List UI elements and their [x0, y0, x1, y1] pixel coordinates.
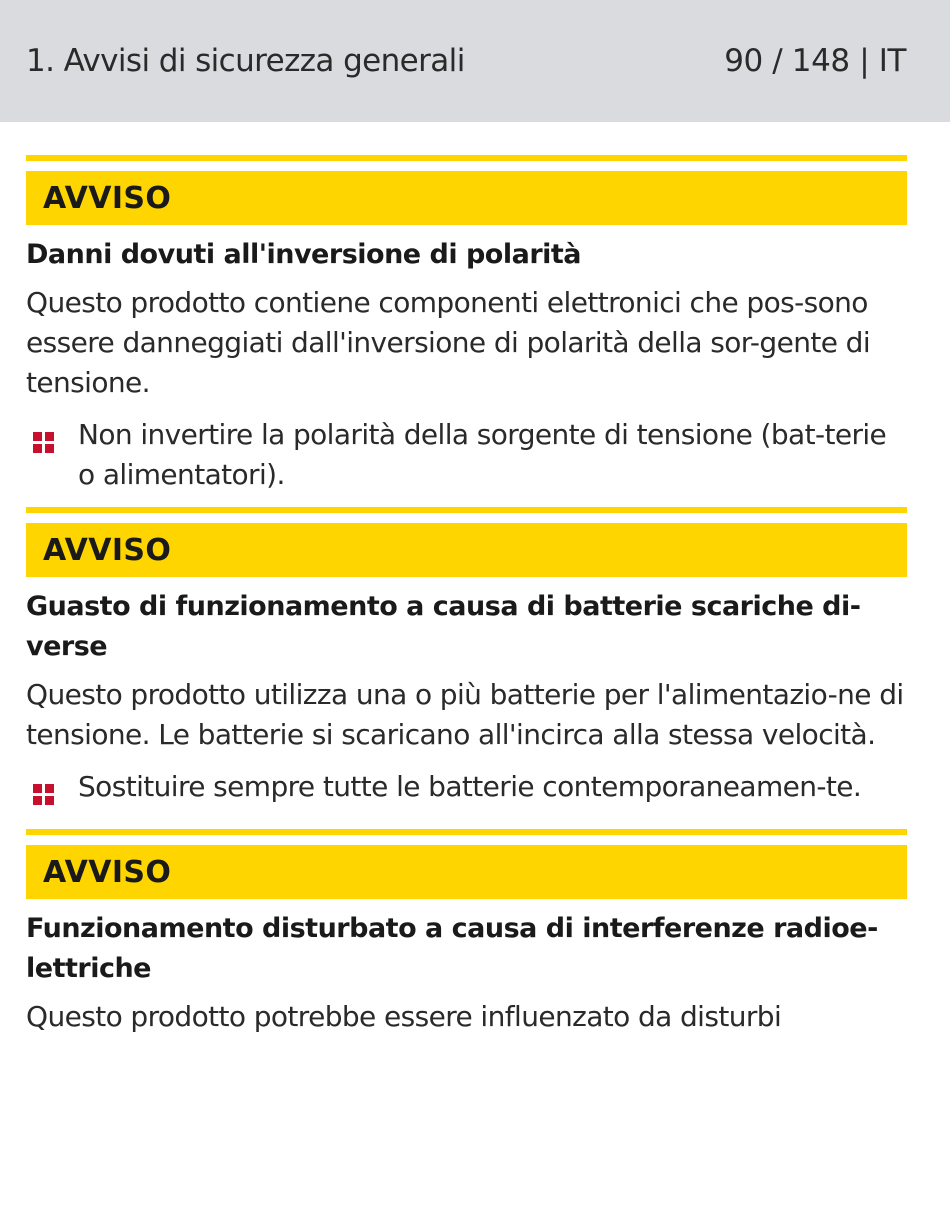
warning-rule [26, 829, 907, 835]
section-title: 1. Avvisi di sicurezza generali [26, 43, 465, 79]
warning-body: Questo prodotto contiene componenti elettronici che pos-sono essere danneggiati dall'inversione di polarità della sor-gente di tensione. [26, 286, 871, 399]
warning-box [26, 155, 907, 495]
warning-label: AVVISO [43, 180, 172, 216]
warning-body: Questo prodotto potrebbe essere influenzato da disturbi [26, 1000, 782, 1033]
warning-step [26, 415, 907, 495]
warning-label: AVVISO [43, 854, 172, 890]
step-bullet-icon [26, 415, 78, 495]
step-bullet-icon [26, 767, 78, 817]
warning-banner [26, 523, 907, 577]
warning-box [26, 507, 907, 817]
page-indicator: 90 / 148 | IT [724, 43, 906, 79]
warning-label: AVVISO [43, 532, 172, 568]
step-text: Sostituire sempre tutte le batterie contemporaneamen-te. [78, 770, 862, 803]
warning-title: Danni dovuti all'inversione di polarità [26, 239, 582, 270]
warning-body: Questo prodotto utilizza una o più batterie per l'alimentazio-ne di tensione. Le batterie si scaricano all'incirca alla stessa velocità. [26, 678, 904, 751]
step-text: Non invertire la polarità della sorgente di tensione (bat-terie o alimentatori). [78, 418, 887, 491]
warning-rule [26, 507, 907, 513]
page-content [0, 122, 950, 1037]
warning-step [26, 767, 907, 817]
warning-banner [26, 171, 907, 225]
warning-title: Funzionamento disturbato a causa di interferenze radioe-lettriche [26, 913, 878, 984]
page-header [0, 0, 950, 122]
warning-box [26, 829, 907, 1037]
warning-title: Guasto di funzionamento a causa di batterie scariche di-verse [26, 591, 861, 662]
warning-rule [26, 155, 907, 161]
warning-banner [26, 845, 907, 899]
